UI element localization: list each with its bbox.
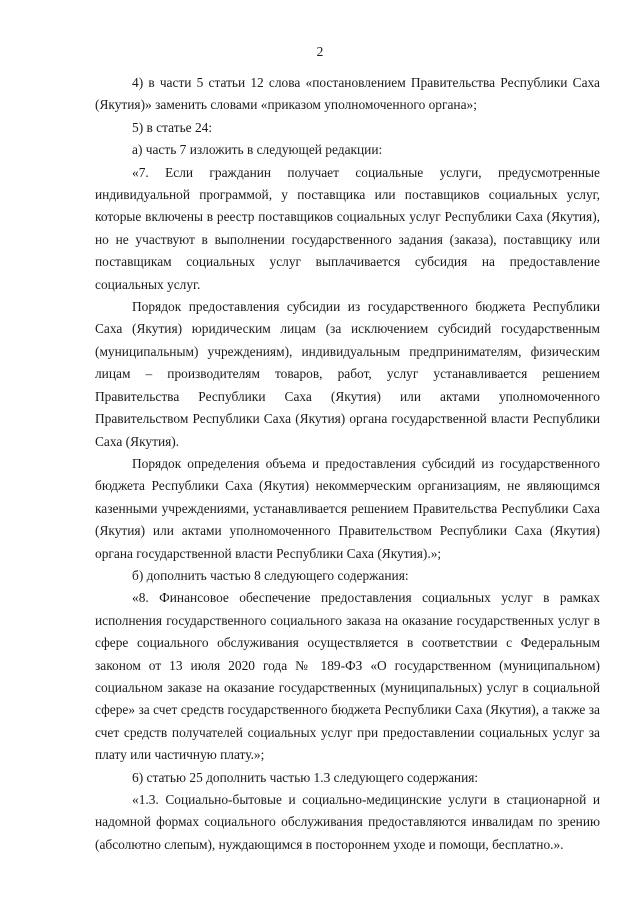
- paragraph-subitem-b: б) дополнить частью 8 следующего содержания:: [132, 567, 409, 583]
- paragraph-part-1-3: «1.3. Социально-бытовые и социально-медицинские услуги в стационарной и надомной формах социального обслуживания предоставляются инвалидам по зрению (абсолютно слепым), нуждающимся в постороннем уходе и помощи, бесплатно.».: [95, 792, 600, 852]
- paragraph-part-7: «7. Если гражданин получает социальные услуги, предусмотренные индивидуальной программой, у поставщика или поставщиков социальных услуг, которые включены в реестр поставщиков социальных услуг Республики Саха (Якутия), но не участвуют в выполнении государственного задания (заказа), поставщику или поставщикам социальных услуг выплачивается субсидия на предоставление социальных услуг.: [95, 164, 600, 292]
- document-body: [95, 72, 600, 856]
- page-number: 2: [316, 44, 324, 59]
- paragraph-item-6: 6) статью 25 дополнить частью 1.3 следующего содержания:: [132, 769, 479, 785]
- paragraph-item-5: 5) в статье 24:: [132, 119, 213, 135]
- paragraph-item-4: 4) в части 5 статьи 12 слова «постановлением Правительства Республики Саха (Якутия)» заменить словами «приказом уполномоченного органа»;: [95, 75, 600, 113]
- paragraph-subsidy-procedure: Порядок предоставления субсидии из государственного бюджета Республики Саха (Якутия) юридическим лицам (за исключением субсидий государственным (муниципальным) учреждениям), индивидуальным предпринимателям, физическим лицам – производителям товаров, работ, услуг устанавливается решением Правительства Республики Саха (Якутия) или актами уполномоченного Правительством Республики Саха (Якутия) органа государственной власти Республики Саха (Якутия).: [95, 299, 600, 449]
- paragraph-nonprofit-subsidy: Порядок определения объема и предоставления субсидий из государственного бюджета Республики Саха (Якутия) некоммерческим организациям, не являющимся казенными учреждениями, устанавливается решением Правительства Республики Саха (Якутия) или актами уполномоченного Правительством Республики Саха (Якутия) органа государственной власти Республики Саха (Якутия).»;: [95, 455, 600, 561]
- paragraph-subitem-a: а) часть 7 изложить в следующей редакции:: [132, 142, 383, 158]
- paragraph-part-8: «8. Финансовое обеспечение предоставления социальных услуг в рамках исполнения государственного социального заказа на оказание государственных услуг в сфере социального обслуживания осуществляется в соответствии с Федеральным законом от 13 июля 2020 года № 189-ФЗ «О государственном (муниципальном) социальном заказе на оказание государственных (муниципальных) услуг в социальной сфере» за счет средств государственного бюджета Республики Саха (Якутия), а также за счет средств получателей социальных услуг при предоставлении социальных услуг за плату или частичную плату.»;: [95, 590, 600, 763]
